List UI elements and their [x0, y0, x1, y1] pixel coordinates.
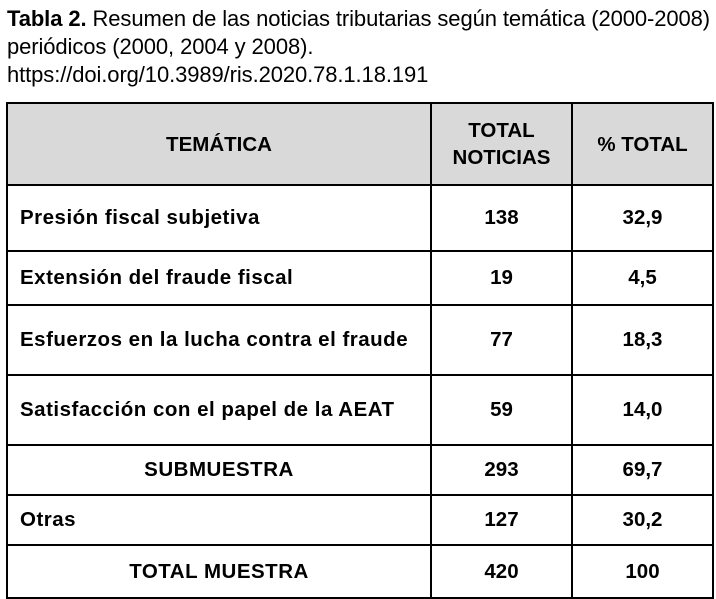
table-row — [7, 185, 713, 251]
row-total: 293 — [431, 445, 572, 495]
row-total: 19 — [431, 251, 572, 305]
table-row — [7, 305, 713, 375]
row-tematica: Presión fiscal subjetiva — [7, 185, 431, 251]
header-percent-total: % TOTAL — [572, 103, 713, 185]
data-table — [6, 102, 714, 599]
row-percent: 69,7 — [572, 445, 713, 495]
table-row — [7, 495, 713, 545]
header-total-line2: NOTICIAS — [452, 146, 551, 169]
row-tematica: TOTAL MUESTRA — [7, 545, 431, 598]
row-tematica: Otras — [7, 495, 431, 545]
row-tematica: Esfuerzos en la lucha contra el fraude — [7, 305, 431, 375]
row-total: 77 — [431, 305, 572, 375]
row-percent: 14,0 — [572, 375, 713, 445]
table-caption — [7, 5, 711, 89]
table-row — [7, 375, 713, 445]
caption-label: Tabla 2. — [7, 6, 87, 31]
submuestra-row — [7, 445, 713, 495]
row-percent: 18,3 — [572, 305, 713, 375]
table-row — [7, 251, 713, 305]
header-tematica: TEMÁTICA — [7, 103, 431, 185]
row-total: 59 — [431, 375, 572, 445]
row-total: 420 — [431, 545, 572, 598]
row-percent: 100 — [572, 545, 713, 598]
row-tematica: Extensión del fraude fiscal — [7, 251, 431, 305]
total-muestra-row — [7, 545, 713, 598]
header-row — [7, 103, 713, 185]
row-tematica: SUBMUESTRA — [7, 445, 431, 495]
row-tematica: Satisfacción con el papel de la AEAT — [7, 375, 431, 445]
row-percent: 30,2 — [572, 495, 713, 545]
header-total-line1: TOTAL — [468, 119, 535, 142]
header-total-noticias — [431, 103, 572, 185]
row-percent: 32,9 — [572, 185, 713, 251]
row-total: 138 — [431, 185, 572, 251]
row-percent: 4,5 — [572, 251, 713, 305]
row-total: 127 — [431, 495, 572, 545]
caption-text: Resumen de las noticias tributarias según temática (2000-2008) periódicos (2000, 2004 y 2008). https://doi.org/10.3989/ris.2020.78.1.18.191 — [7, 6, 710, 87]
